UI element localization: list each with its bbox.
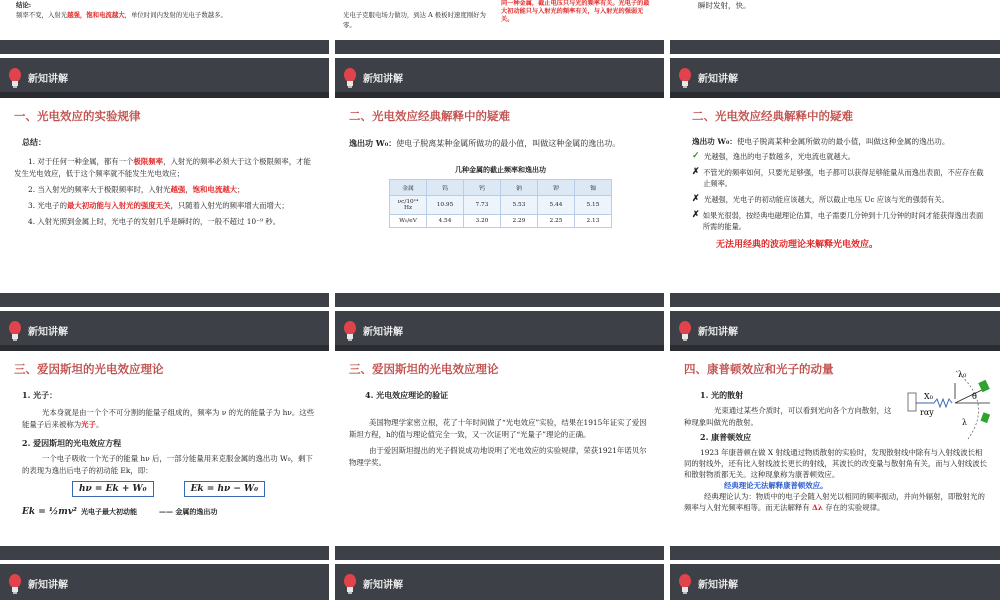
lightbulb-icon <box>343 67 357 89</box>
slide-header-bar <box>0 564 329 600</box>
slide-header-bar <box>670 58 1000 98</box>
theta-label: θ <box>972 392 977 401</box>
lightbulb-icon <box>678 67 692 89</box>
nobel-paragraph: 由于爱因斯坦提出的光子假说成功地说明了光电效应的实验规律，荣获1921年诺贝尔物理学奖。 <box>349 446 647 467</box>
check-icon: ✓ <box>692 151 700 161</box>
lightbulb-icon <box>8 573 22 595</box>
lightbulb-icon <box>8 320 22 342</box>
law-2: 2. 当入射光的频率大于极限频率时，入射光越强，饱和电流越大； <box>28 185 245 194</box>
top-mid-text: 光电子克服电场力做功，到达 A 极板时速度刚好为零。 <box>343 11 486 29</box>
equation-1: hν = Ek + W₀ <box>72 481 154 497</box>
top-left-label: 结论: <box>16 1 32 9</box>
table-row: νc/10¹⁴ Hz 10.95 7.73 5.53 5.44 5.15 <box>390 196 612 215</box>
subheading: 2. 康普顿效应 <box>700 432 752 442</box>
separator <box>0 40 329 54</box>
subheading: 1. 光子： <box>22 390 58 400</box>
cross-icon: ✗ <box>692 194 700 204</box>
top-left-red-b: ，饱和电流越大 <box>79 11 125 19</box>
lambda-label: λ <box>962 418 968 427</box>
photon-definition: 光本身就是由一个个不可分割的能量子组成的，频率为 ν 的光的能量子为 hν。这些能量子后来被称为光子。 <box>22 408 315 429</box>
lightbulb-icon <box>8 67 22 89</box>
lightbulb-icon <box>343 573 357 595</box>
law-1: 1. 对于任何一种金属，都有一个极限频率，入射光的频率必须大于这个极限频率，才能发生光电效应，低于这个频率就不能发生光电效应； <box>14 157 311 178</box>
slide-header-bar <box>0 311 329 351</box>
slide-header-title: 新知讲解 <box>698 327 738 338</box>
slide-bottom-left[interactable] <box>0 564 329 600</box>
section-title: 三、爱因斯坦的光电效应理论 <box>14 362 164 376</box>
section-title: 二、光电效应经典解释中的疑难 <box>349 109 510 123</box>
lightbulb-icon <box>678 573 692 595</box>
list-item: ✗ 不管光的频率如何，只要光足够强，电子都可以获得足够能量从而逸出表面，不应存在截止频率。 <box>692 167 984 188</box>
slide-compton-effect[interactable] <box>670 311 1000 560</box>
law-4: 4. 入射光照到金属上时，光电子的发射几乎是瞬时的，一般不超过 10⁻⁹ 秒。 <box>28 217 281 226</box>
lambda0-label: λ₀ <box>958 370 967 379</box>
slide-header-title: 新知讲解 <box>698 580 738 591</box>
section-title: 一、光电效应的实验规律 <box>14 109 141 123</box>
section-title: 二、光电效应经典解释中的疑难 <box>692 109 853 123</box>
slide-header-title: 新知讲解 <box>363 580 403 591</box>
slide-header-bar <box>335 58 664 98</box>
lightbulb-icon <box>343 320 357 342</box>
law-3: 3. 光电子的最大初动能与入射光的强度无关，只随着入射光的频率增大而增大； <box>28 201 289 210</box>
classical-theory-paragraph: 经典理论认为：物质中的电子会随入射光以相同的频率振动，并向外辐射，即散射光的频率与入射光频率相等。而无法解释有 Δλ 存在的实验规律。 <box>684 492 985 512</box>
slide-header-bar <box>0 58 329 98</box>
slide-header-title: 新知讲解 <box>28 580 68 591</box>
lightbulb-icon <box>678 320 692 342</box>
slide-bottom-right[interactable] <box>670 564 1000 600</box>
slide-top-left[interactable] <box>0 0 329 40</box>
summary-label: 总结： <box>22 137 46 147</box>
slide-header-title: 新知讲解 <box>363 327 403 338</box>
slide-header-title: 新知讲解 <box>28 327 68 338</box>
separator <box>670 40 1000 54</box>
slide-header-title: 新知讲解 <box>28 74 68 85</box>
cross-icon: ✗ <box>692 167 700 177</box>
subheading: 2. 爱因斯坦的光电效应方程 <box>22 438 122 448</box>
subheading: 1. 光的散射 <box>700 390 744 400</box>
top-left-text-b: ，单位时间内发射的光电子数越多。 <box>124 11 227 19</box>
slide-header-title: 新知讲解 <box>698 74 738 85</box>
slide-classical-difficulties-list[interactable] <box>670 58 1000 307</box>
table-title: 几种金属的截止频率和逸出功 <box>455 166 546 174</box>
section-title: 三、爱因斯坦的光电效应理论 <box>349 362 499 376</box>
slide-header-bar <box>670 564 1000 600</box>
top-left-text-a: 频率不变，入射光 <box>16 11 68 19</box>
top-right-text: 瞬时发射，快。 <box>698 1 751 10</box>
slide-header-bar <box>335 311 664 351</box>
work-function-definition: 逸出功 W₀：使电子脱离某种金属所做功的最小值，叫做这种金属的逸出功。 <box>692 137 950 146</box>
list-item: ✗ 如果光很弱，按经典电磁理论估算，电子需要几分钟到十几分钟的时间才能获得逸出表面所需的能量。 <box>692 210 984 231</box>
compton-scattering-diagram <box>876 363 996 443</box>
section-title: 四、康普顿效应和光子的动量 <box>684 362 834 376</box>
top-left-red-a: 越强 <box>67 11 80 19</box>
millikan-paragraph: 美国物理学家密立根，花了十年时间做了“光电效应”实验，结果在1915年证实了爱因斯坦方程，h的值与理论值完全一致，又一次证明了“光量子”理论的正确。 <box>349 418 647 439</box>
slide-einstein-theory[interactable] <box>0 311 329 560</box>
top-mid-red: 同一种金属，截止电压只与光的频率有关。光电子的最大初动能只与入射光的频率有关，与入射光的强弱无关。 <box>501 0 650 23</box>
metals-table <box>389 179 612 228</box>
subheading: 4. 光电效应理论的验证 <box>365 390 449 400</box>
slide-header-bar <box>670 311 1000 351</box>
slide-top-middle[interactable] <box>335 0 664 40</box>
separator <box>335 40 664 54</box>
scattering-text: 光束通过某些介质时，可以看到光向各个方向散射，这种现象叫做光的散射。 <box>684 406 892 427</box>
table-row: W₀/eV 4.54 3.20 2.29 2.25 2.13 <box>390 215 612 228</box>
compton-classical-note: 经典理论无法解释康普顿效应。 <box>724 481 828 490</box>
kinetic-energy-formula: Ek = ½mv² <box>22 507 77 517</box>
slide-experimental-laws[interactable] <box>0 58 329 307</box>
equation-2: Ek = hν − W₀ <box>184 481 266 497</box>
work-function-note: —— 金属的逸出功 <box>158 507 218 516</box>
slide-theory-verification[interactable] <box>335 311 664 560</box>
slide-header-title: 新知讲解 <box>363 74 403 85</box>
equation-description: 一个电子吸收一个光子的能量 hν 后，一部分能量用来克服金属的逸出功 W₀，剩下的表现为逸出后电子的初动能 Ek，即： <box>22 454 313 475</box>
x0-label: X₀ <box>924 392 933 401</box>
slide-header-bar <box>335 564 664 600</box>
work-function-definition: 逸出功 W₀：使电子脱离某种金属所做功的最小值，叫做这种金属的逸出功。 <box>349 138 621 148</box>
ray-label: rαy <box>920 408 934 417</box>
kinetic-energy-note: 光电子最大初动能 <box>80 507 137 516</box>
table-row: 金属 钨 钙 钠 钾 铷 <box>390 180 612 196</box>
slide-bottom-middle[interactable] <box>335 564 664 600</box>
cross-icon: ✗ <box>692 210 700 220</box>
list-item: ✓ 光越强，逸出的电子数越多，光电流也就越大。 <box>692 151 855 161</box>
compton-paragraph: 1923 年康普顿在做 X 射线通过物质散射的实验时，发现散射线中除有与入射线波长相同的射线外，还有比入射线波长更长的射线，其波长的改变量与散射角有关，而与入射线波长和散射物质都无关。这种现象称为康普顿效应。 <box>684 448 988 479</box>
conclusion-text: 无法用经典的波动理论来解释光电效应。 <box>716 240 879 250</box>
list-item: ✗ 光越强，光电子的初动能应该越大，所以截止电压 Uc 应该与光的强弱有关。 <box>692 194 949 204</box>
slide-classical-difficulties-table[interactable] <box>335 58 664 307</box>
slide-top-right[interactable] <box>670 0 1000 40</box>
